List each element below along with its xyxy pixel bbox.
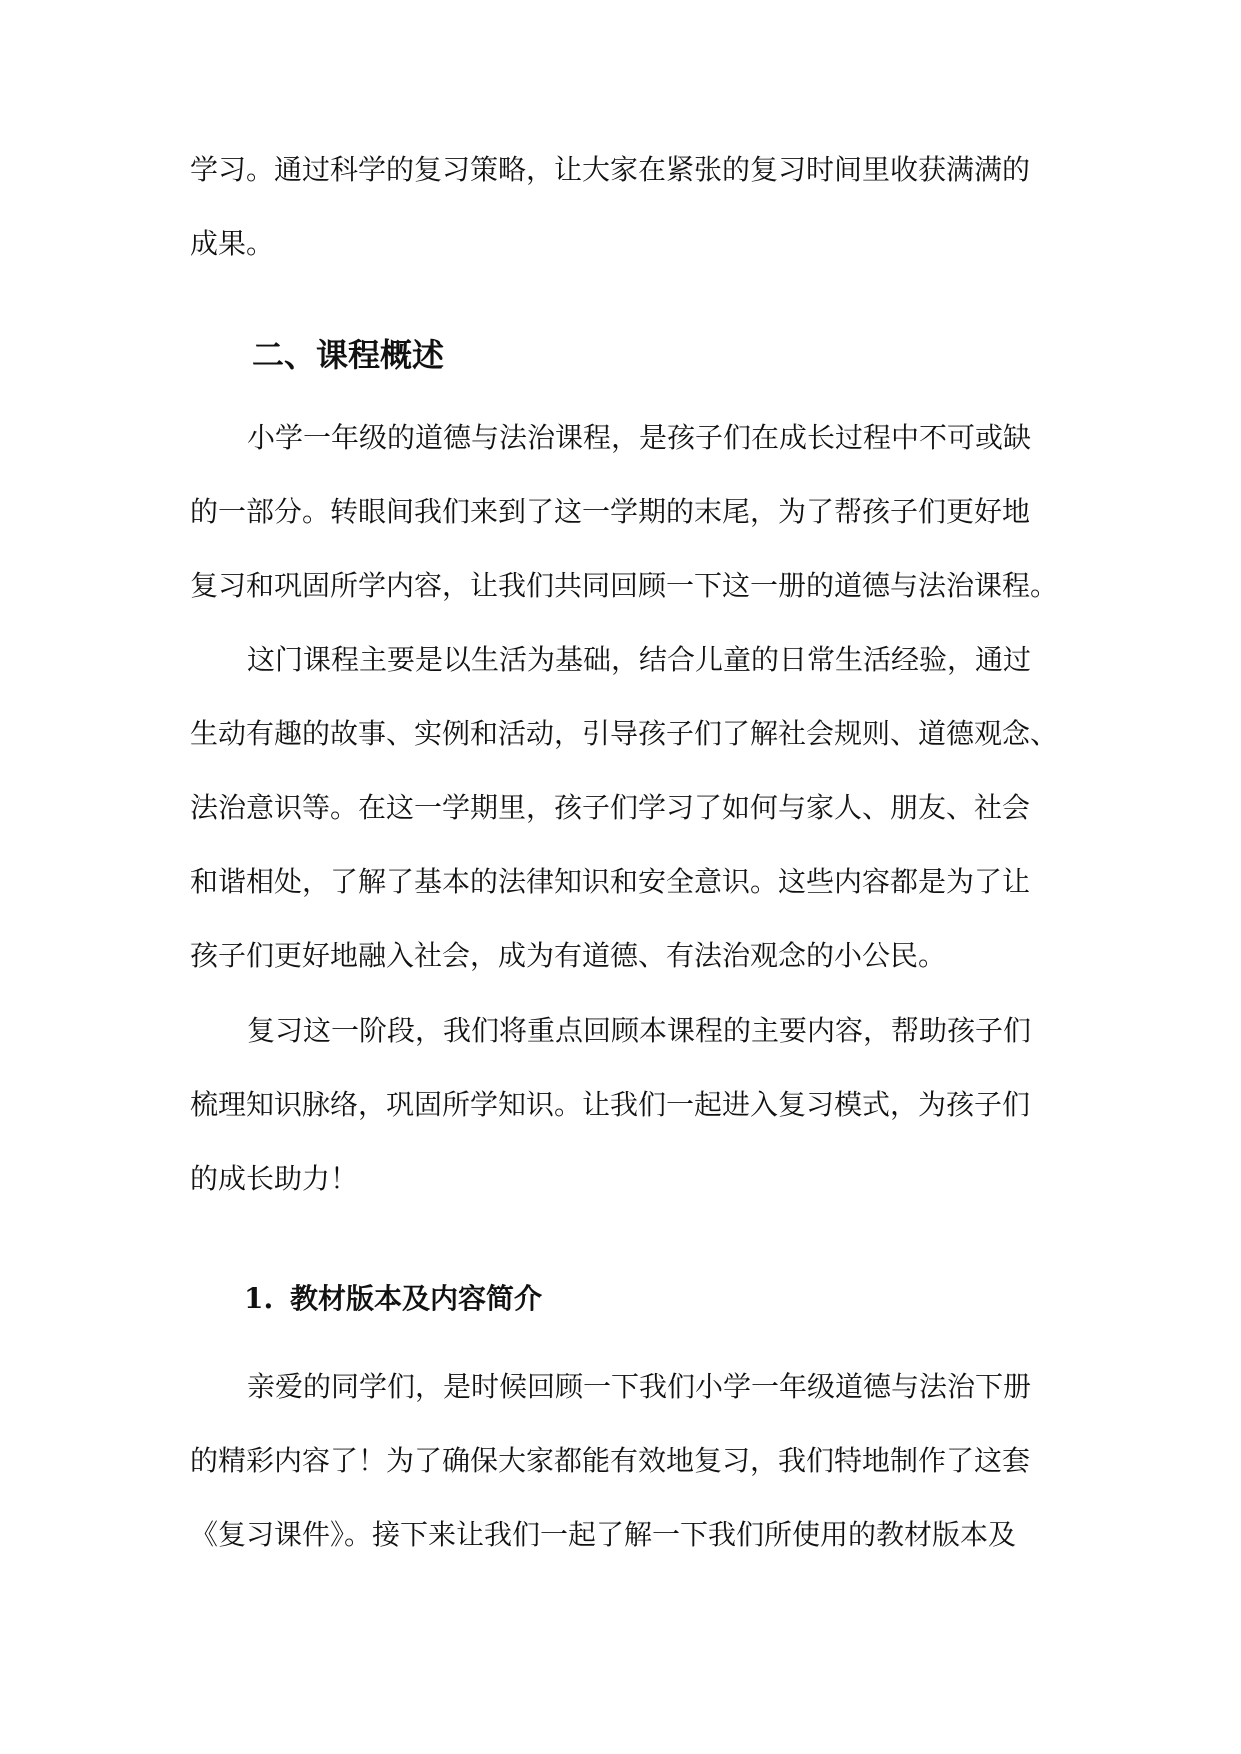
body-text-line: 《复习课件》。接下来让我们一起了解一下我们所使用的教材版本及 [190,1518,1017,1551]
body-text-line: 的一部分。转眼间我们来到了这一学期的末尾，为了帮孩子们更好地 [190,495,1031,528]
body-text-line: 孩子们更好地融入社会，成为有道德、有法治观念的小公民。 [190,939,947,972]
subsection-heading [244,1281,542,1317]
body-text-line: 梳理知识脉络，巩固所学知识。让我们一起进入复习模式，为孩子们 [190,1088,1031,1121]
body-text-line: 生动有趣的故事、实例和活动，引导孩子们了解社会规则、道德观念、 [190,717,1059,750]
body-text-line: 学习。通过科学的复习策略，让大家在紧张的复习时间里收获满满的 [190,153,1031,186]
body-text-line: 法治意识等。在这一学期里，孩子们学习了如何与家人、朋友、社会 [190,791,1031,824]
subsection-title: 教材版本及内容简介 [290,1282,543,1315]
subsection-number: 1. [244,1282,274,1315]
body-text-line: 成果。 [190,227,275,260]
body-text-line: 和谐相处，了解了基本的法律知识和安全意识。这些内容都是为了让 [190,865,1031,898]
body-text-line: 的成长助力！ [190,1162,359,1195]
body-text-line: 复习和巩固所学内容，让我们共同回顾一下这一册的道德与法治课程。 [190,569,1059,602]
body-text-line: 的精彩内容了！为了确保大家都能有效地复习，我们特地制作了这套 [190,1444,1031,1477]
body-text-line: 这门课程主要是以生活为基础，结合儿童的日常生活经验，通过 [247,643,1032,676]
body-text-line: 小学一年级的道德与法治课程，是孩子们在成长过程中不可或缺 [247,421,1032,454]
body-text-line: 亲爱的同学们，是时候回顾一下我们小学一年级道德与法治下册 [247,1370,1032,1403]
section-heading: 二、课程概述 [252,336,445,374]
body-text-line: 复习这一阶段，我们将重点回顾本课程的主要内容，帮助孩子们 [247,1014,1032,1047]
